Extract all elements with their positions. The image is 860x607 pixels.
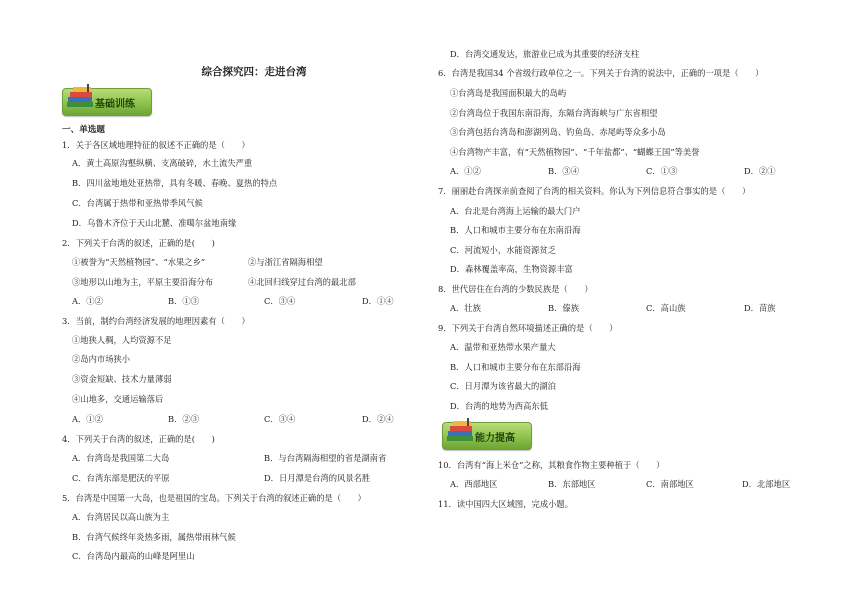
q9-option-c: C．日月潭为该省最大的湖泊: [450, 381, 556, 391]
q4-option-b: B．与台湾隔海相望的省是湖南省: [264, 453, 387, 463]
question-3-stem: 3．当前，制约台湾经济发展的地理因素有（ ）: [62, 316, 250, 326]
q3-option-b: B．②③: [168, 414, 199, 424]
q6-option-d: D．②①: [744, 166, 776, 176]
q2-option-b: B．①③: [168, 296, 199, 306]
q3-statement-4: ④山地多，交通运输落后: [72, 394, 164, 404]
q9-option-b: B．人口和城市主要分布在东部沿海: [450, 362, 581, 372]
q5-option-a: A．台湾居民以高山族为主: [72, 512, 170, 522]
q3-statement-2: ②岛内市场狭小: [72, 354, 131, 364]
q10-option-b: B．东部地区: [548, 479, 596, 489]
question-4-stem: 4．下列关于台湾的叙述，正确的是( ): [62, 434, 215, 444]
q2-statement-2: ②与浙江省隔海相望: [248, 257, 323, 267]
q3-options: [56, 413, 418, 425]
question-8-stem: 8．世代居住在台湾的少数民族是（ ）: [438, 284, 593, 294]
books-icon: [445, 415, 477, 445]
q8-option-c: C．高山族: [646, 303, 686, 313]
q4-option-a: A．台湾岛是我国第二大岛: [72, 453, 170, 463]
q2-option-c: C．③④: [264, 296, 296, 306]
q6-statement-1: ①台湾岛是我国面积最大的岛屿: [450, 88, 567, 98]
question-11-stem: 11．读中国四大区域图，完成小题。: [438, 499, 574, 509]
q10-option-a: A．西部地区: [450, 479, 498, 489]
basic-training-badge: [62, 88, 152, 116]
q7-option-d: D．森林覆盖率高，生物资源丰富: [450, 264, 573, 274]
q2-option-a: A．①②: [72, 296, 103, 306]
q9-option-d: D．台湾的地势为西高东低: [450, 401, 548, 411]
q6-statement-3: ③台湾包括台湾岛和澎湖列岛、钓鱼岛、赤尾屿等众多小岛: [450, 127, 666, 137]
q3-statement-1: ①地狭人稠，人均资源不足: [72, 335, 172, 345]
q3-option-c: C．③④: [264, 414, 296, 424]
q2-options: [56, 295, 418, 307]
q1-option-a: A．黄土高原沟壑纵横、支离破碎，水土流失严重: [72, 158, 253, 168]
q6-option-b: B．③④: [548, 166, 579, 176]
question-7-stem: 7．丽丽赴台湾探亲前查阅了台湾的相关资料。你认为下列信息符合事实的是（ ）: [438, 186, 751, 196]
q10-options: [438, 478, 800, 490]
q8-option-a: A．壮族: [450, 303, 481, 313]
q10-option-c: C．南部地区: [646, 479, 694, 489]
q7-option-c: C．河流短小，水能资源贫乏: [450, 245, 556, 255]
q7-option-b: B．人口和城市主要分布在东南沿海: [450, 225, 581, 235]
question-9-stem: 9．下列关于台湾自然环境描述正确的是（ ）: [438, 323, 618, 333]
q1-option-d: D．乌鲁木齐位于天山北麓、准噶尔盆地南缘: [72, 218, 237, 228]
q4-option-c: C．台湾东部是肥沃的平原: [72, 473, 170, 483]
q8-option-b: B．傣族: [548, 303, 579, 313]
q2-statement-3: ③地形以山地为主，平原主要沿海分布: [72, 277, 214, 287]
q3-option-a: A．①②: [72, 414, 103, 424]
q1-option-b: B．四川盆地地处亚热带，具有冬暖、春晚、夏热的特点: [72, 178, 278, 188]
q5-option-d: D．台湾交通发达，旅游业已成为其重要的经济支柱: [450, 49, 640, 59]
question-2-stem: 2．下列关于台湾的叙述，正确的是( ): [62, 238, 215, 248]
question-6-stem: 6．台湾是我国34 个省级行政单位之一。下列关于台湾的说法中，正确的一项是（ ）: [438, 68, 764, 78]
question-10-stem: 10．台湾有“海上米仓”之称，其粮食作物主要种植于（ ）: [438, 460, 665, 470]
books-icon: [65, 81, 97, 111]
q2-option-d: D．①④: [362, 296, 394, 306]
q2-statement-4: ④北回归线穿过台湾的最北部: [248, 277, 356, 287]
question-5-stem: 5．台湾是中国第一大岛，也是祖国的宝岛。下列关于台湾的叙述正确的是（ ）: [62, 493, 366, 503]
q2-statement-1: ①被誉为“天然植物园”、“水果之乡”: [72, 257, 206, 267]
q5-option-c: C．台湾岛内最高的山峰是阿里山: [72, 551, 195, 561]
q6-options: [438, 165, 800, 177]
q3-option-d: D．②④: [362, 414, 394, 424]
badge-label: 能力提高: [475, 433, 515, 444]
q6-option-c: C．①③: [646, 166, 678, 176]
q8-options: [438, 302, 800, 314]
ability-improve-badge: [442, 422, 532, 450]
q1-option-c: C．台湾属于热带和亚热带季风气候: [72, 198, 203, 208]
q8-option-d: D．苗族: [744, 303, 776, 313]
q7-option-a: A．台北是台湾海上运输的最大门户: [450, 206, 581, 216]
section-heading: 一、单选题: [62, 125, 105, 135]
page-title: 综合探究四：走进台湾: [201, 66, 307, 78]
badge-label: 基础训练: [95, 99, 135, 110]
q5-option-b: B．台湾气候终年炎热多雨，属热带雨林气候: [72, 532, 236, 542]
q9-option-a: A．温带和亚热带水果产量大: [450, 342, 556, 352]
question-1-stem: 1．关于各区域地理特征的叙述不正确的是（ ）: [62, 140, 250, 150]
q6-statement-2: ②台湾岛位于我国东南沿海，东隔台湾海峡与广东省相望: [450, 108, 658, 118]
q6-statement-4: ④台湾物产丰富，有“天然植物园”、“千年盐都”、“蝴蝶王国”等美誉: [450, 147, 700, 157]
q3-statement-3: ③资金短缺、技术力量薄弱: [72, 374, 172, 384]
q10-option-d: D．北部地区: [742, 479, 791, 489]
q4-option-d: D．日月潭是台湾的风景名胜: [264, 473, 371, 483]
q6-option-a: A．①②: [450, 166, 481, 176]
